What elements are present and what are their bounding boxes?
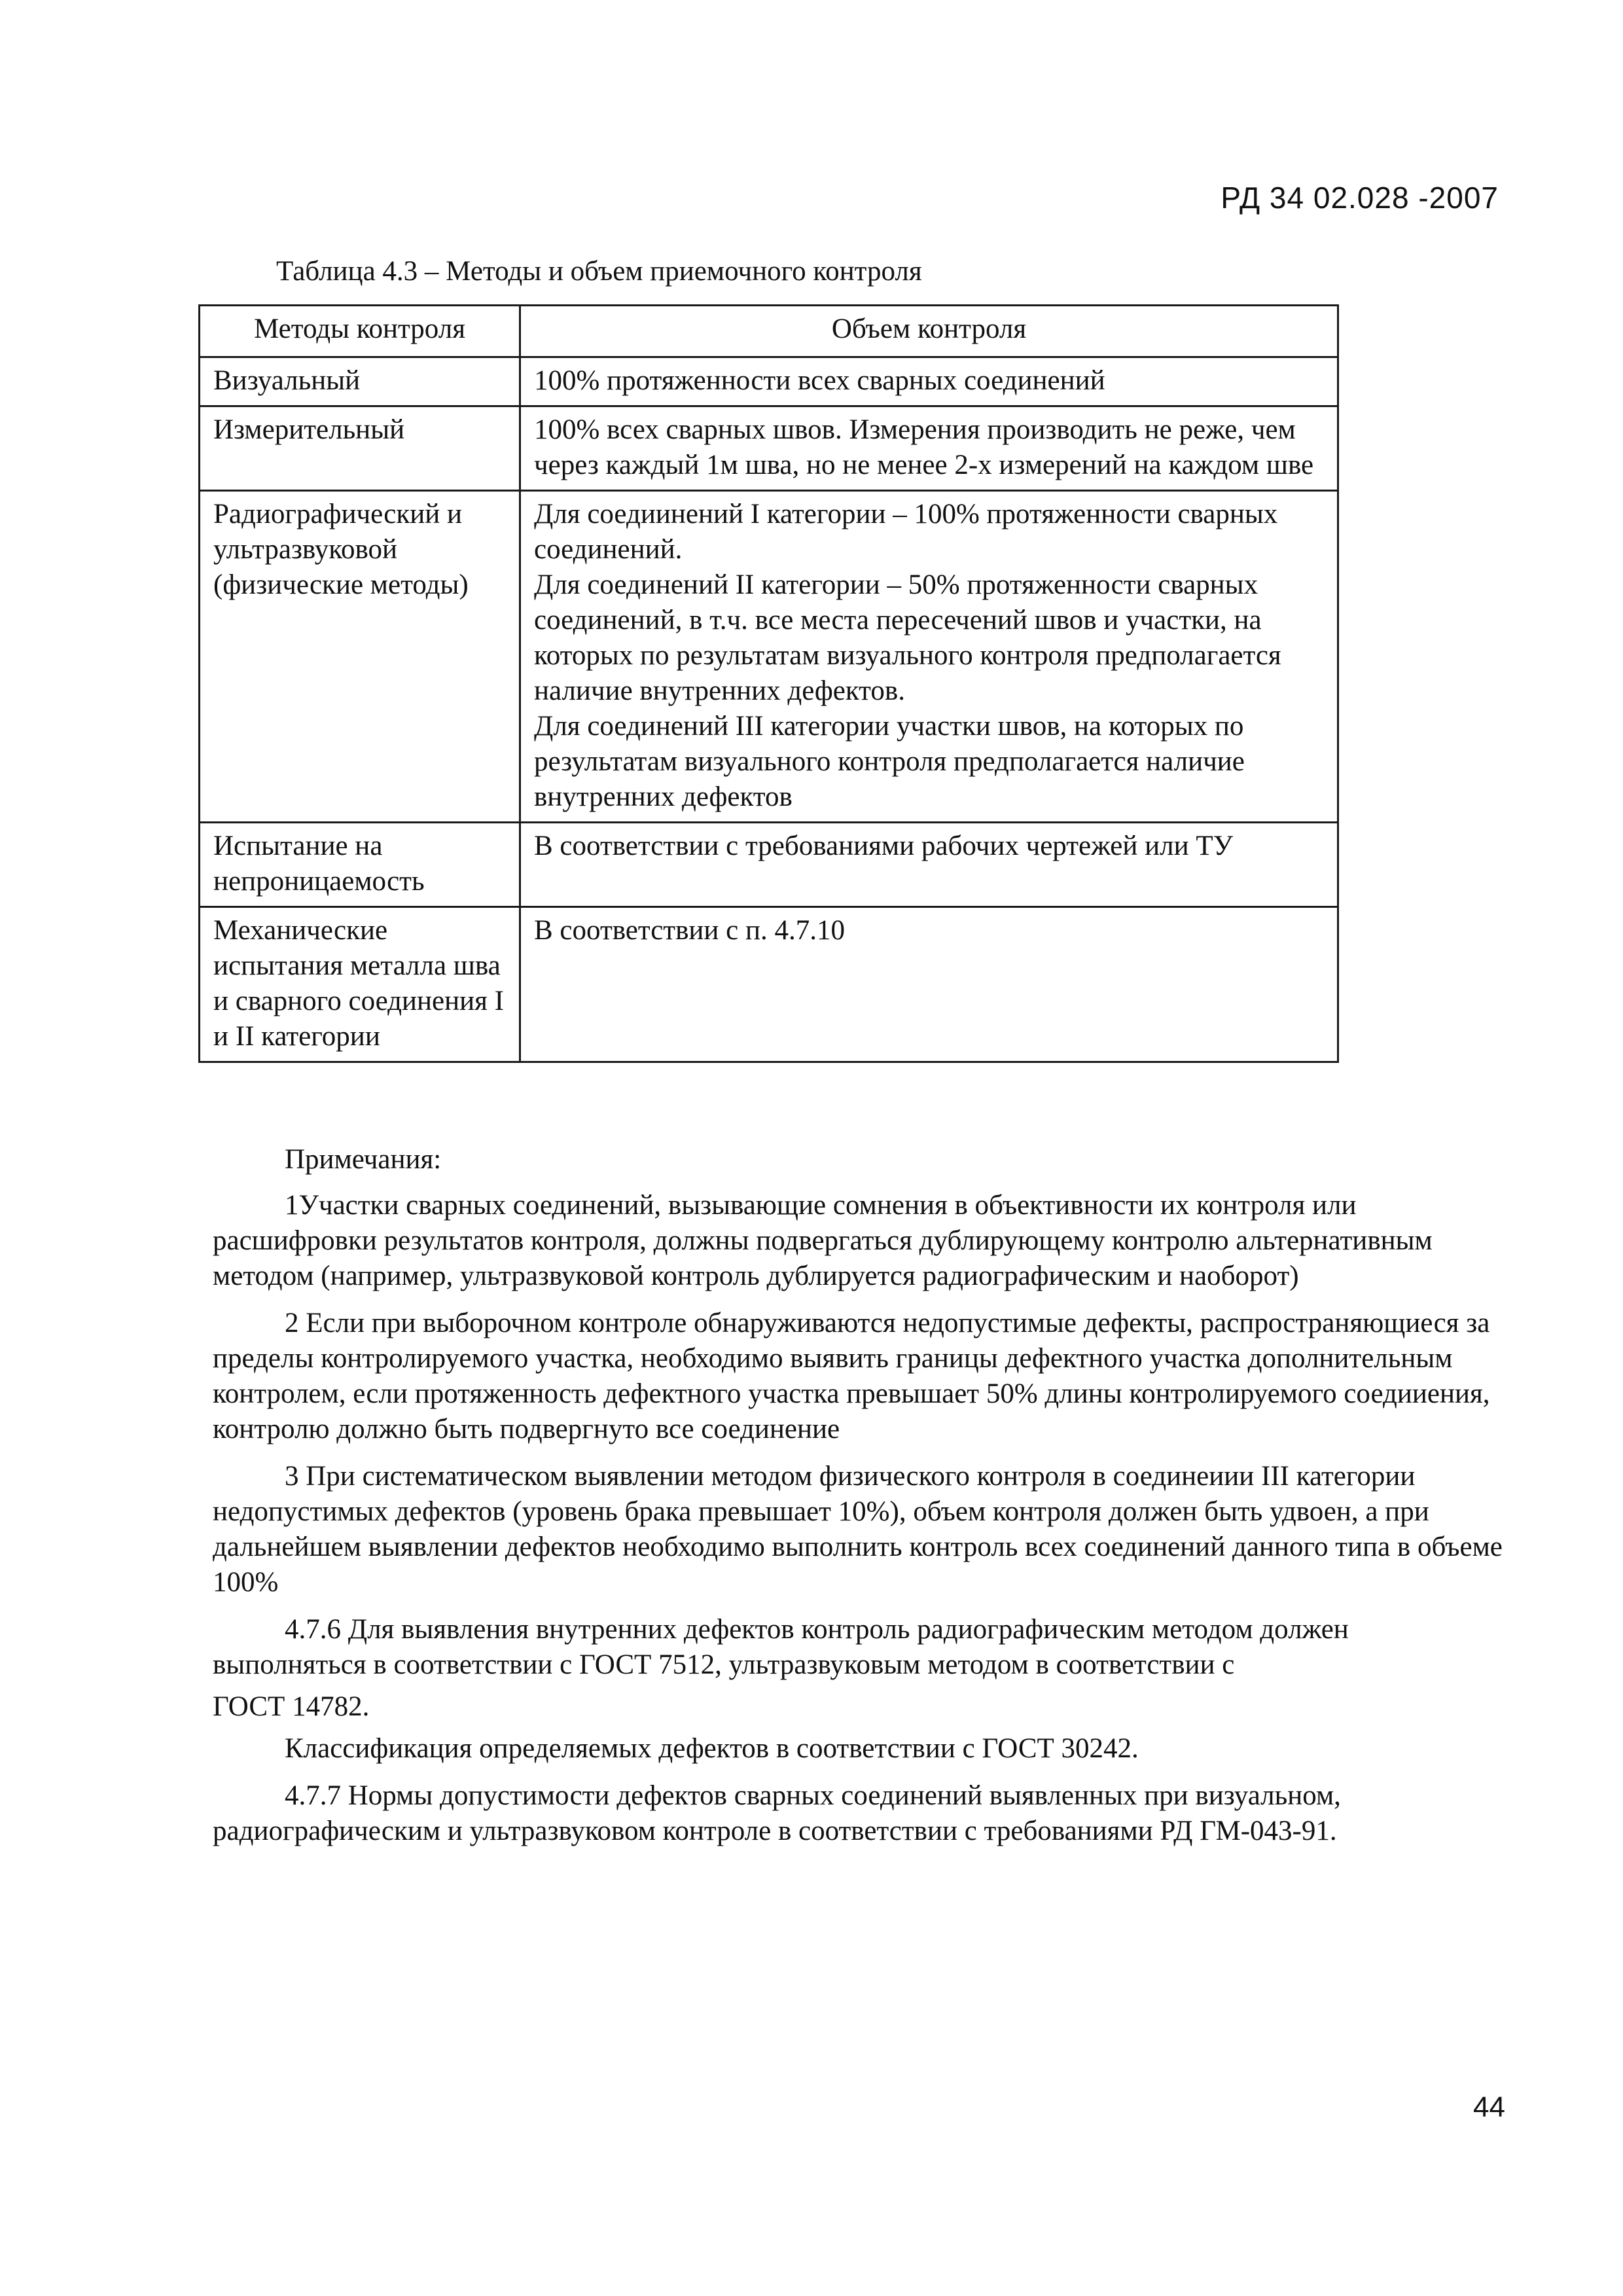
table-row bbox=[200, 491, 1338, 823]
method-cell: Механические испытания металла шва и сварного соединения I и II категории bbox=[200, 907, 520, 1062]
table-row bbox=[200, 406, 1338, 491]
column-header-methods: Методы контроля bbox=[200, 306, 520, 357]
scope-line: Для соедиинений I категории – 100% протяженности сварных соединений. bbox=[534, 499, 1278, 565]
method-cell: Измерительный bbox=[200, 406, 520, 491]
column-header-scope: Объем контроля bbox=[520, 306, 1338, 357]
scope-line: Для соединений II категории – 50% протяженности сварных соединений, в т.ч. все места пересечений швов и участки, на которых по результатам визуального контроля предполагается наличие внутренних дефектов. bbox=[534, 569, 1281, 706]
notes-heading: Примечания: bbox=[285, 1144, 442, 1175]
document-code: РД 34 02.028 -2007 bbox=[1221, 181, 1499, 215]
notes-section bbox=[213, 1142, 1505, 1861]
paragraph-4-7-6: 4.7.6 Для выявления внутренних дефектов контроль радиографическим методом должен выполняться в соответствии с ГОСТ 7512, ультразвуковым методом в соответствии с bbox=[213, 1614, 1349, 1680]
methods-table bbox=[198, 304, 1339, 1063]
paragraph-4-7-7: 4.7.7 Нормы допустимости дефектов сварных соединений выявленных при визуальном, радиографическим и ультразвуковом контроле в соответствии с требованиями РД ГМ-043-91. bbox=[213, 1780, 1341, 1846]
scope-cell: В соответствии с п. 4.7.10 bbox=[520, 907, 1338, 1062]
method-cell: Визуальный bbox=[200, 357, 520, 406]
scope-cell: 100% всех сварных швов. Измерения производить не реже, чем через каждый 1м шва, но не менее 2-х измерений на каждом шве bbox=[520, 406, 1338, 491]
method-cell: Радиографический и ультразвуковой (физические методы) bbox=[200, 491, 520, 823]
method-cell: Испытание на непроницаемость bbox=[200, 823, 520, 907]
scope-cell: В соответствии с требованиями рабочих чертежей или ТУ bbox=[520, 823, 1338, 907]
scope-cell bbox=[520, 491, 1338, 823]
note-item: 1Участки сварных соединений, вызывающие сомнения в объективности их контроля или расшифровки результатов контроля, должны подвергаться дублирующему контролю альтернативным методом (например, ультразвуковой контроль дублируется радиографическим и наоборот) bbox=[213, 1190, 1433, 1291]
page-number: 44 bbox=[1473, 2091, 1505, 2123]
table-caption: Таблица 4.3 – Методы и объем приемочного контроля bbox=[276, 256, 922, 287]
scope-cell: 100% протяженности всех сварных соединений bbox=[520, 357, 1338, 406]
table-row bbox=[200, 907, 1338, 1062]
note-item: 2 Если при выборочном контроле обнаруживаются недопустимые дефекты, распространяющиеся за пределы контролируемого участка, необходимо выявить границы дефектного участка дополнительным контролем, если протяженность дефектного участка превышает 50% длины контролируемого соедииения, контролю должно быть подвергнуто все соединение bbox=[213, 1308, 1490, 1444]
scope-line: Для соединений III категории участки швов, на которых по результатам визуального контроля предполагается наличие внутренних дефектов bbox=[534, 711, 1245, 812]
table-row bbox=[200, 823, 1338, 907]
paragraph-classification: Классификация определяемых дефектов в соответствии с ГОСТ 30242. bbox=[285, 1733, 1139, 1764]
table-header-row bbox=[200, 306, 1338, 357]
table-row bbox=[200, 357, 1338, 406]
paragraph-4-7-6-continued: ГОСТ 14782. bbox=[213, 1691, 370, 1722]
note-item: 3 При систематическом выявлении методом физического контроля в соединеиии III категории недопустимых дефектов (уровень брака превышает 10%), объем контроля должен быть удвоен, а при дальнейшем выявлении дефектов необходимо выполнить контроль всех соединений данного типа в объеме 100% bbox=[213, 1461, 1503, 1598]
